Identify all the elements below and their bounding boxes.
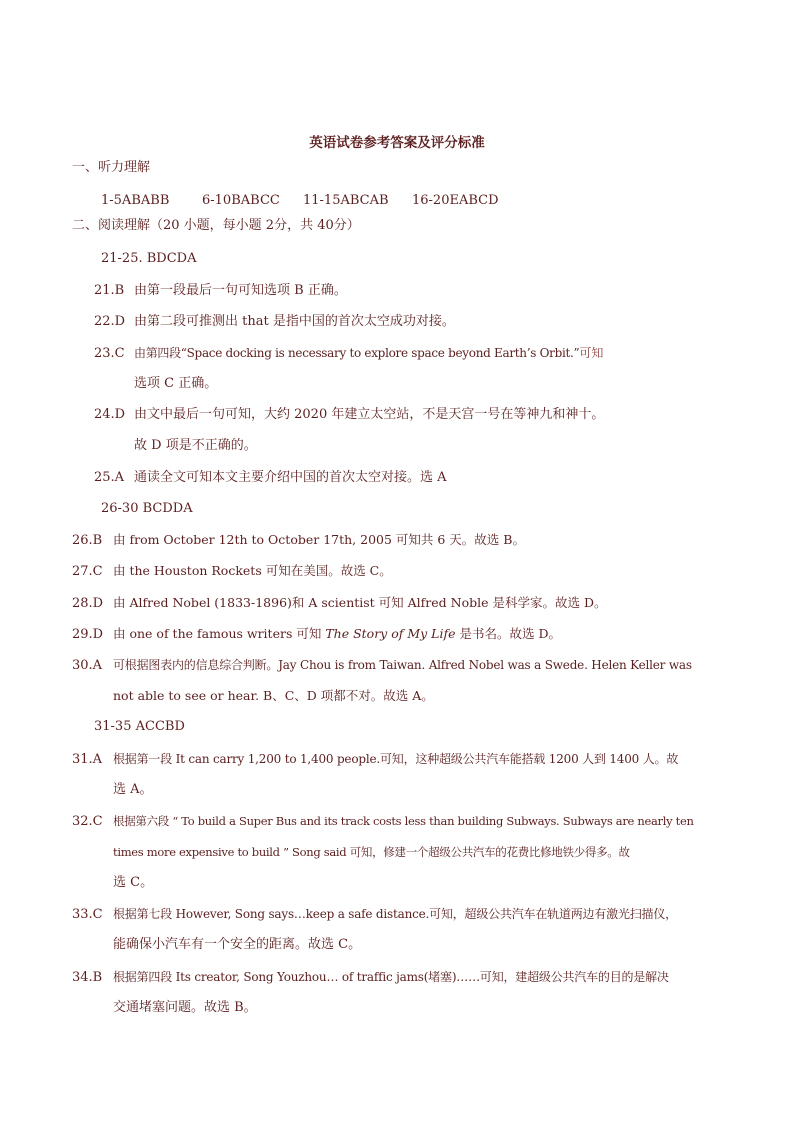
list-item (94, 345, 603, 362)
item-number: 25.A (94, 470, 125, 485)
listening-answer-4: 16-20EABCD (412, 193, 499, 208)
item-number: 22.D (94, 314, 126, 329)
list-item (72, 813, 694, 830)
item-continuation: 选 C。 (113, 875, 154, 890)
list-item (94, 314, 455, 330)
item-number: 30.A (72, 658, 103, 673)
book-title: The Story of My Life (325, 626, 456, 641)
list-item (72, 906, 677, 923)
item-number: 31.A (72, 752, 103, 767)
list-item (72, 626, 561, 643)
group-label-26-30: 26-30 BCDDA (101, 501, 193, 516)
item-continuation: 选项 C 正确。 (134, 376, 218, 391)
item-text-tail: 可知 (579, 346, 604, 360)
list-item (72, 657, 692, 674)
item-text: 由第四段“Space docking is necessary to explore space beyond Earth’s Orbit.” (134, 346, 580, 360)
item-continuation: 选 A。 (113, 782, 153, 797)
list-item (94, 283, 347, 299)
item-text: 由 Alfred Nobel (1833-1896)和 A scientist 可知 Alfred Noble 是科学家。故选 D。 (113, 595, 607, 610)
item-text: 由 the Houston Rockets 可知在美国。故选 C。 (113, 563, 392, 578)
listening-answer-1: 1-5ABABB (101, 193, 170, 208)
item-text: 可根据图表内的信息综合判断。Jay Chou is from Taiwan. Alfred Nobel was a Swede. Helen Keller was (113, 658, 692, 672)
listening-answer-3: 11-15ABCAB (303, 193, 389, 208)
section-reading-heading: 二、阅读理解（20 小题，每小题 2分，共 40分） (72, 218, 360, 233)
item-text: 根据第六段 “ To build a Super Bus and its track costs less than building Subways. Subways are nearly ten (113, 814, 694, 828)
group-label-21-25: 21-25. BDCDA (101, 251, 197, 266)
list-item (72, 751, 678, 768)
list-item (72, 595, 606, 612)
item-number: 21.B (94, 283, 125, 298)
item-number: 33.C (72, 907, 103, 922)
item-number: 29.D (72, 627, 104, 642)
section-listening-heading: 一、听力理解 (72, 160, 151, 175)
item-number: 26.B (72, 533, 103, 548)
list-item (72, 969, 669, 986)
list-item (94, 407, 604, 423)
item-continuation: 能确保小汽车有一个安全的距离。故选 C。 (113, 937, 362, 952)
item-text: 通读全文可知本文主要介绍中国的首次太空对接。选 A (134, 470, 447, 485)
item-text: 由文中最后一句可知，大约 2020 年建立太空站，不是天宫一号在等神九和神十。 (134, 407, 605, 422)
item-number: 32.C (72, 814, 103, 829)
item-number: 28.D (72, 596, 104, 611)
item-continuation: 交通堵塞问题。故选 B。 (113, 1000, 257, 1015)
item-continuation: times more expensive to build ” Song said 可知，修建一个超级公共汽车的花费比修地铁少得多。故 (113, 845, 630, 859)
list-item (94, 470, 447, 486)
item-text: 根据第一段 It can carry 1,200 to 1,400 people.可知，这种超级公共汽车能搭载 1200 人到 1400 人。故 (113, 752, 679, 766)
listening-answer-2: 6-10BABCC (202, 193, 280, 208)
item-text: 由 from October 12th to October 17th, 2005 可知共 6 天。故选 B。 (113, 532, 525, 547)
page-title: 英语试卷参考答案及评分标准 (309, 135, 485, 151)
item-number: 23.C (94, 346, 125, 361)
item-text: 根据第四段 Its creator, Song Youzhou… of traffic jams(堵塞)……可知，建超级公共汽车的目的是解决 (113, 970, 669, 984)
item-number: 24.D (94, 407, 126, 422)
item-text-post: 是书名。故选 D。 (455, 626, 561, 641)
item-text-pre: 由 one of the famous writers 可知 (113, 626, 326, 641)
list-item (72, 532, 525, 549)
item-number: 34.B (72, 970, 103, 985)
item-text: 由第一段最后一句可知选项 B 正确。 (134, 283, 347, 298)
item-text: 根据第七段 However, Song says…keep a safe distance.可知，超级公共汽车在轨道两边有激光扫描仪， (113, 907, 677, 921)
item-continuation: 故 D 项是不正确的。 (134, 438, 257, 453)
item-number: 27.C (72, 564, 103, 579)
item-continuation: not able to see or hear. B、C、D 项都不对。故选 A。 (113, 688, 434, 703)
item-text: 由第二段可推测出 that 是指中国的首次太空成功对接。 (134, 314, 455, 329)
list-item (72, 563, 392, 580)
group-label-31-35: 31-35 ACCBD (94, 719, 185, 734)
